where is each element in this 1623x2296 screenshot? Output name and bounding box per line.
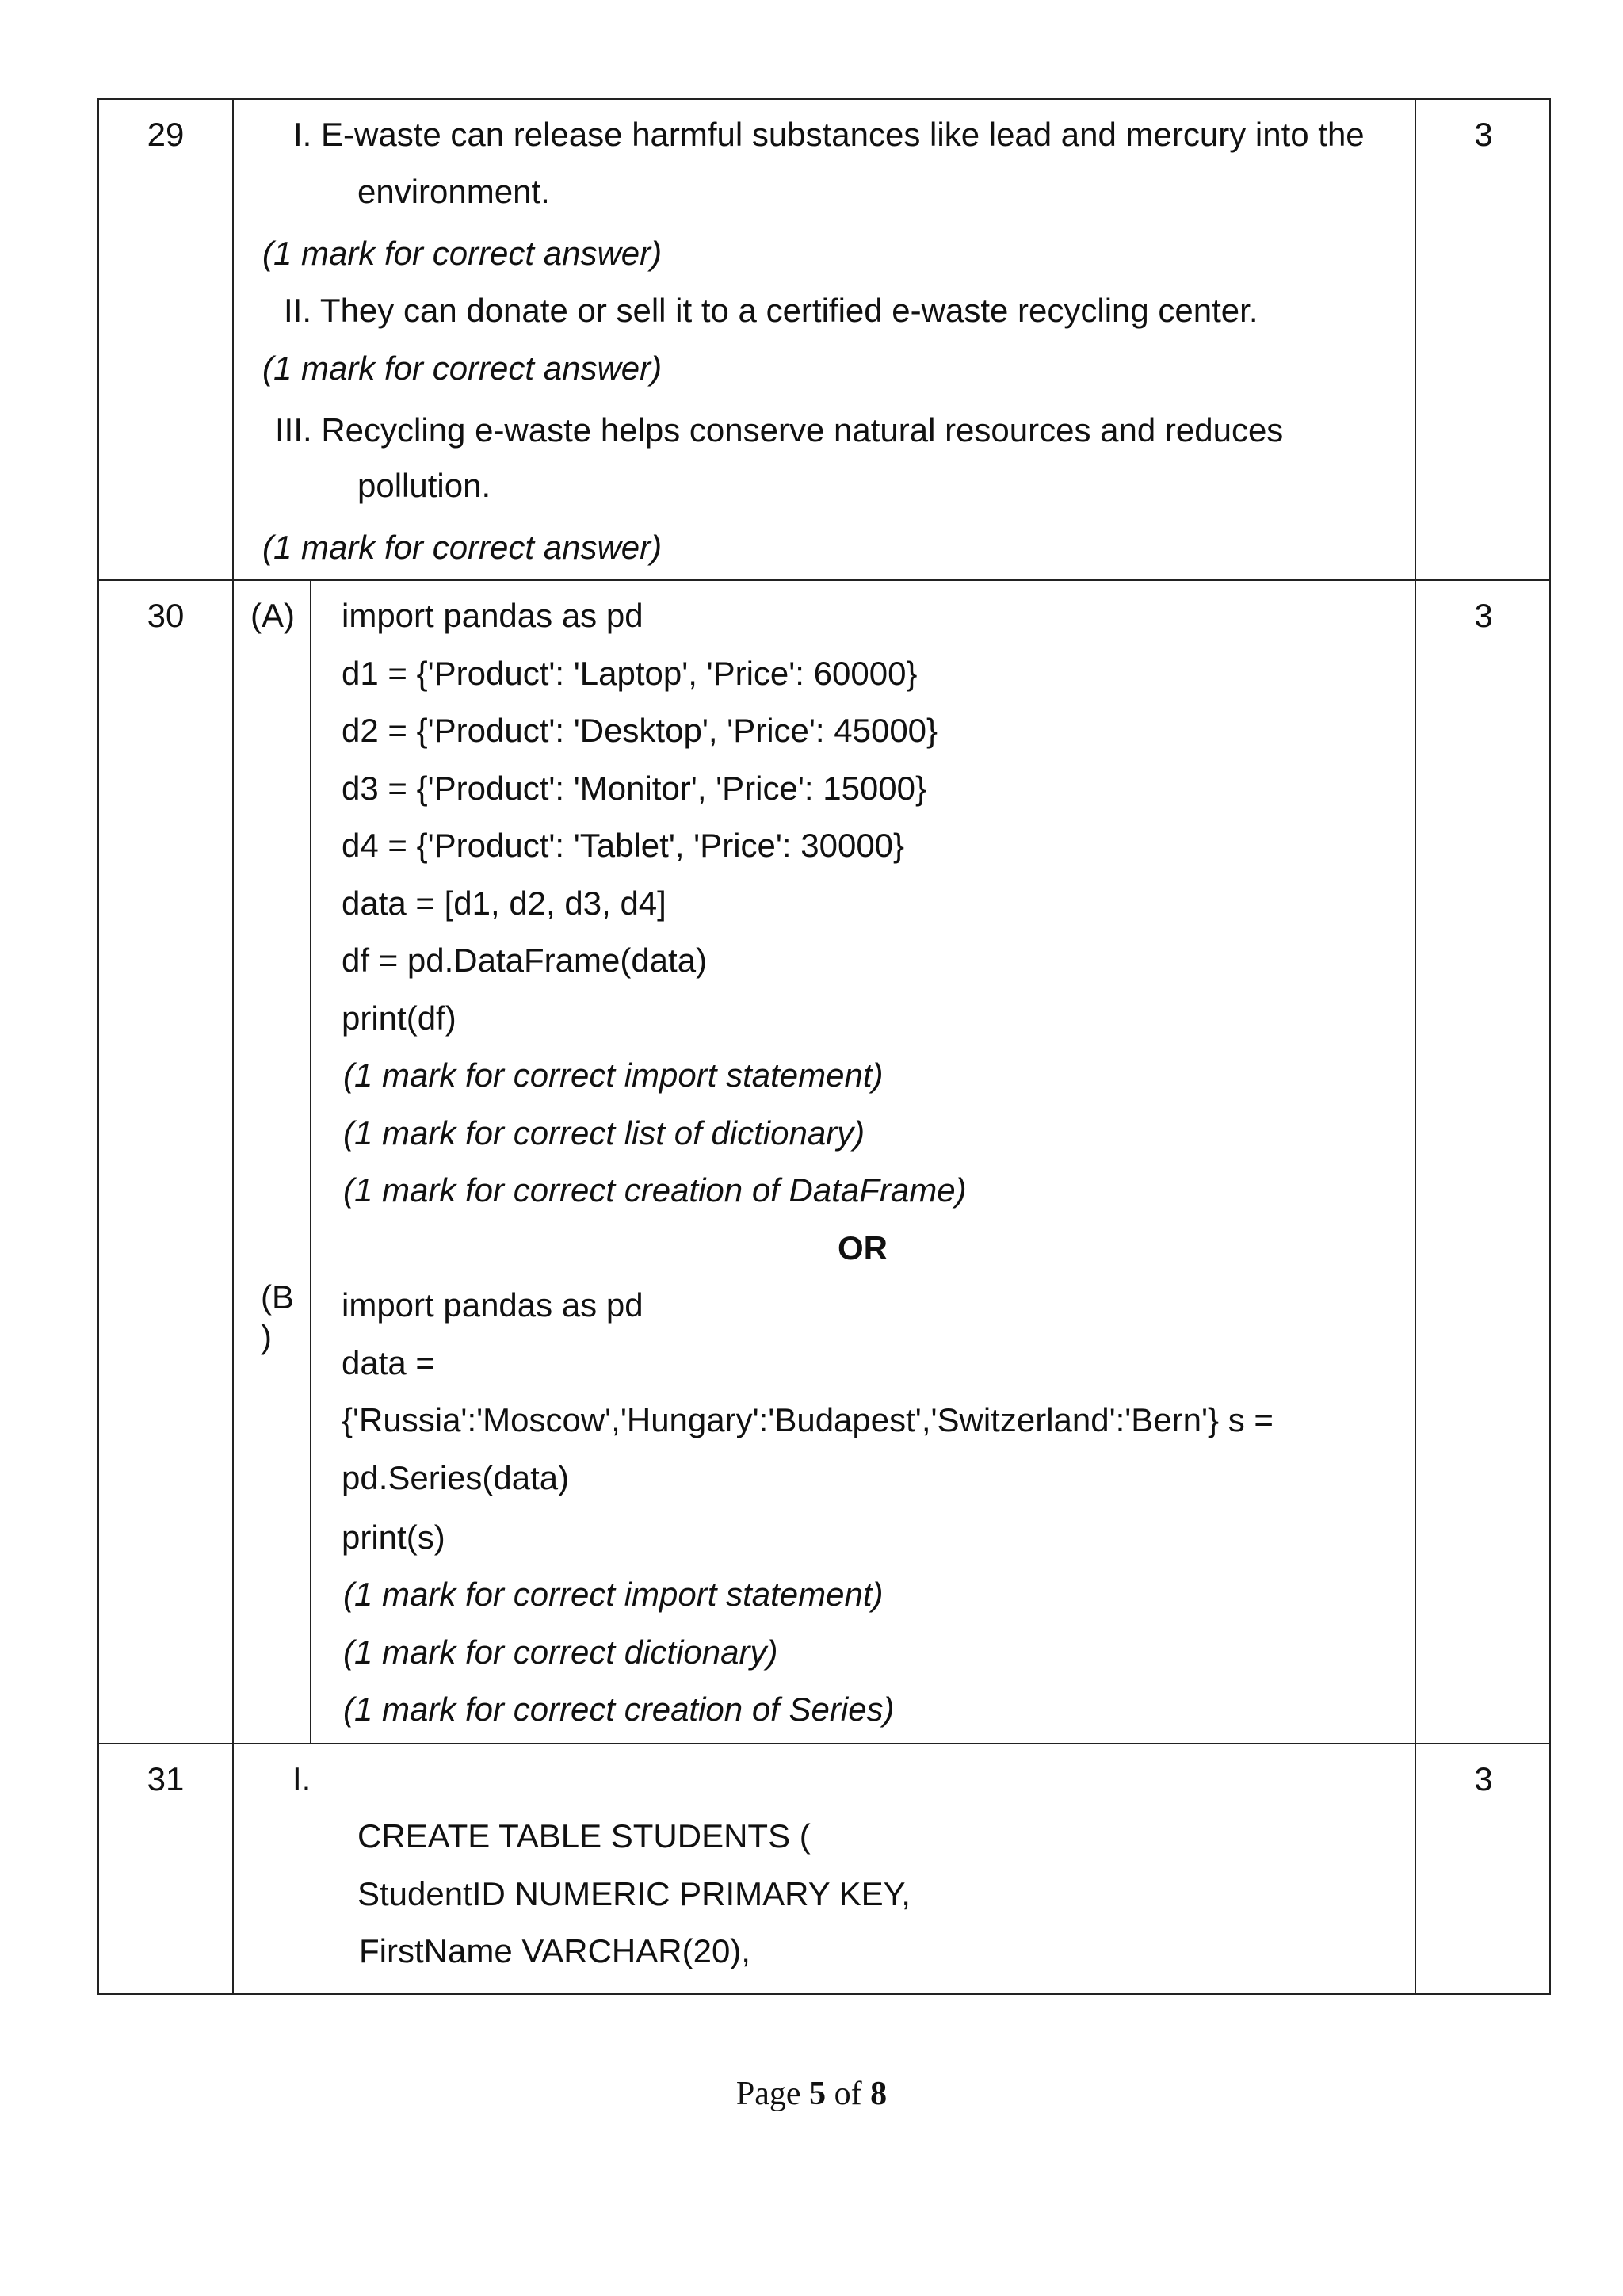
code-line: FirstName VARCHAR(20), bbox=[359, 1932, 750, 1969]
code-line: StudentID NUMERIC PRIMARY KEY, bbox=[357, 1875, 911, 1912]
marking-note: (1 mark for correct creation of DataFrame) bbox=[343, 1171, 967, 1209]
current-page-number: 5 bbox=[809, 2076, 827, 2112]
code-line: d4 = {'Product': 'Tablet', 'Price': 30000} bbox=[342, 827, 905, 864]
sub-part-label: I. bbox=[292, 1760, 311, 1797]
marking-note: (1 mark for correct answer) bbox=[262, 350, 663, 387]
option-b-label: (B bbox=[261, 1278, 294, 1316]
footer-prefix: Page bbox=[735, 2076, 801, 2112]
or-separator: OR bbox=[838, 1229, 888, 1266]
row-divider bbox=[97, 579, 1551, 581]
question-number: 31 bbox=[147, 1760, 185, 1797]
marking-note: (1 mark for correct answer) bbox=[262, 529, 663, 566]
answer-line: III. Recycling e-waste helps conserve natural resources and reduces bbox=[275, 411, 1284, 449]
answer-line: pollution. bbox=[357, 467, 491, 504]
marking-note: (1 mark for correct list of dictionary) bbox=[343, 1114, 865, 1152]
column-divider bbox=[1415, 98, 1416, 1995]
marking-note: (1 mark for correct answer) bbox=[262, 235, 663, 272]
code-line: d1 = {'Product': 'Laptop', 'Price': 60000} bbox=[342, 655, 918, 692]
code-line: import pandas as pd bbox=[342, 597, 643, 634]
total-page-count: 8 bbox=[870, 2076, 888, 2112]
answer-line: environment. bbox=[357, 173, 550, 210]
code-line: data = [d1, d2, d3, d4] bbox=[342, 884, 666, 922]
marks-value: 3 bbox=[1474, 1760, 1493, 1797]
column-divider bbox=[232, 98, 234, 1995]
marking-note: (1 mark for correct dictionary) bbox=[343, 1633, 778, 1671]
code-line: df = pd.DataFrame(data) bbox=[342, 942, 708, 979]
page-footer bbox=[0, 2075, 1623, 2113]
code-line: CREATE TABLE STUDENTS ( bbox=[357, 1817, 811, 1855]
marking-note: (1 mark for correct import statement) bbox=[343, 1056, 884, 1094]
answer-line: II. They can donate or sell it to a certified e-waste recycling center. bbox=[284, 292, 1258, 329]
code-line: pd.Series(data) bbox=[342, 1459, 570, 1496]
marking-note: (1 mark for correct import statement) bbox=[343, 1576, 884, 1613]
question-number: 29 bbox=[147, 116, 185, 153]
option-a-label: (A) bbox=[250, 597, 295, 634]
code-line: print(df) bbox=[342, 999, 456, 1037]
marks-value: 3 bbox=[1474, 597, 1493, 634]
code-line: import pandas as pd bbox=[342, 1286, 643, 1324]
option-b-label: ) bbox=[261, 1318, 272, 1355]
code-line: d2 = {'Product': 'Desktop', 'Price': 45000} bbox=[342, 712, 938, 749]
row-divider bbox=[97, 1743, 1551, 1744]
marking-note: (1 mark for correct creation of Series) bbox=[343, 1690, 895, 1728]
answer-line: I. E-waste can release harmful substances like lead and mercury into the bbox=[293, 116, 1365, 153]
code-line: {'Russia':'Moscow','Hungary':'Budapest','Switzerland':'Bern'} s = bbox=[342, 1401, 1274, 1438]
question-number: 30 bbox=[147, 597, 185, 634]
marks-value: 3 bbox=[1474, 116, 1493, 153]
code-line: data = bbox=[342, 1344, 435, 1381]
code-line: d3 = {'Product': 'Monitor', 'Price': 15000} bbox=[342, 770, 927, 807]
sub-column-divider bbox=[310, 581, 311, 1744]
code-line: print(s) bbox=[342, 1519, 445, 1556]
footer-of: of bbox=[834, 2076, 862, 2112]
